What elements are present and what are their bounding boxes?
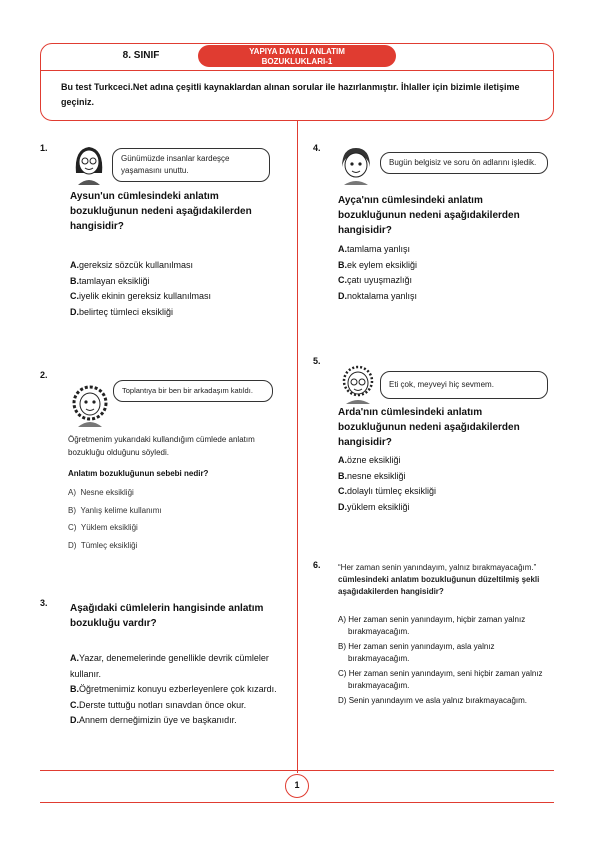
footer-line-top xyxy=(40,770,554,771)
question-number: 4. xyxy=(313,143,321,153)
question-number: 3. xyxy=(40,598,48,608)
option-b[interactable]: B.nesne eksikliği xyxy=(338,470,406,481)
option-a[interactable]: A.tamlama yanlışı xyxy=(338,244,411,254)
question-stem: Ayça'nın cümlesindeki anlatım bozukluğunun nedeni aşağıdakilerden hangisidir? xyxy=(338,195,520,236)
question-number: 2. xyxy=(40,370,48,380)
question-stem: Aşağıdaki cümlelerin hangisinde anlatım bozukluğu vardır? xyxy=(70,603,264,629)
option-b[interactable]: B.tamlayan eksikliği xyxy=(70,275,150,286)
question-stem: Arda'nın cümlesindeki anlatım bozukluğunun nedeni aşağıdakilerden hangisidir? xyxy=(338,407,520,448)
option-c[interactable]: C.dolaylı tümleç eksikliği xyxy=(338,486,437,496)
girl-curly-hair-avatar-icon xyxy=(70,383,110,427)
girl-avatar-icon xyxy=(338,145,374,185)
option-list xyxy=(338,453,553,515)
option-b[interactable]: B) Yanlış kelime kullanımı xyxy=(68,505,162,515)
option-d[interactable]: D) Senin yanındayım ve asla yalnız bırakmayacağım. xyxy=(338,696,527,705)
option-c[interactable]: C.iyelik ekinin gereksiz kullanılması xyxy=(70,291,212,301)
footer-line-bottom xyxy=(40,802,554,803)
option-list xyxy=(70,651,282,729)
option-d[interactable]: D) Tümleç eksikliği xyxy=(68,540,138,550)
grade-label: 8. SINIF xyxy=(122,50,160,61)
option-b[interactable]: B.ek eylem eksikliği xyxy=(338,259,418,270)
question-stem: Aysun'un cümlesindeki anlatım bozukluğunun nedeni aşağıdakilerden hangisidir? xyxy=(70,191,252,232)
option-d[interactable]: D.noktalama yanlışı xyxy=(338,290,418,301)
girl-glasses-avatar-icon xyxy=(72,143,106,185)
option-a[interactable]: A.Yazar, denemelerinde genellikle devrik cümleler kullanır. xyxy=(70,653,269,679)
option-a[interactable]: A) Her zaman senin yanındayım, hiçbir zaman yalnız bırakmayacağım. xyxy=(338,615,526,636)
option-a[interactable]: A.özne eksikliği xyxy=(338,455,401,465)
speech-bubble: Toplantıya bir ben bir arkadaşım katıldı. xyxy=(113,380,273,402)
option-c[interactable]: C.çatı uyuşmazlığı xyxy=(338,275,413,285)
option-b[interactable]: B.Öğretmenimiz konuyu ezberleyenlere çok kızardı. xyxy=(70,684,277,694)
question-stem-rest: cümlesindeki anlatım bozukluğunun düzeltilmiş şekli aşağıdakilerden hangisidir? xyxy=(338,575,540,596)
boy-glasses-avatar-icon xyxy=(340,364,376,404)
option-list xyxy=(338,614,553,707)
question-number: 5. xyxy=(313,356,321,366)
option-list xyxy=(338,242,553,304)
option-d[interactable]: D.yüklem eksikliği xyxy=(338,501,410,512)
notice-text: Bu test Turkceci.Net adına çeşitli kaynaklardan alınan sorular ile hazırlanmıştır. İhlaller için bizimle iletişime geçiniz. xyxy=(61,82,520,107)
page-number: 1 xyxy=(285,774,309,798)
column-divider xyxy=(297,121,298,773)
option-a[interactable]: A) Nesne eksikliği xyxy=(68,488,134,497)
option-d[interactable]: D.belirteç tümleci eksikliği xyxy=(70,306,174,317)
question-stem: Anlatım bozukluğunun sebebi nedir? xyxy=(68,469,209,478)
option-c[interactable]: C) Her zaman senin yanındayım, seni hiçbir zaman yalnız bırakmayacağım. xyxy=(338,669,543,690)
question-stem xyxy=(338,562,553,598)
speech-bubble: Bugün belgisiz ve soru ön adlarını işledik. xyxy=(380,152,548,174)
option-b[interactable]: B) Her zaman senin yanındayım, asla yalnız bırakmayacağım. xyxy=(338,642,495,663)
quoted-sentence: “Her zaman senin yanındayım, yalnız bırakmayacağım.” xyxy=(338,563,537,572)
question-number: 6. xyxy=(313,560,321,570)
header-divider xyxy=(41,70,553,71)
speech-bubble: Eti çok, meyveyi hiç sevmem. xyxy=(380,371,548,399)
option-list xyxy=(68,484,288,554)
question-intro: Öğretmenim yukarıdaki kullandığım cümlede anlatım bozukluğu olduğunu söyledi. xyxy=(68,435,255,457)
question-number: 1. xyxy=(40,143,48,153)
option-c[interactable]: C.Derste tuttuğu notları sınavdan önce okur. xyxy=(70,699,247,710)
option-a[interactable]: A.gereksiz sözcük kullanılması xyxy=(70,260,194,270)
option-c[interactable]: C) Yüklem eksikliği xyxy=(68,523,138,532)
option-d[interactable]: D.Annem derneğimizin üye ve başkanıdır. xyxy=(70,715,237,725)
option-list xyxy=(70,258,290,320)
header-box xyxy=(40,43,554,121)
test-title: YAPIYA DAYALI ANLATIM BOZUKLUKLARI-1 xyxy=(198,45,396,67)
speech-bubble: Günümüzde insanlar kardeşçe yaşamasını unuttu. xyxy=(112,148,270,182)
